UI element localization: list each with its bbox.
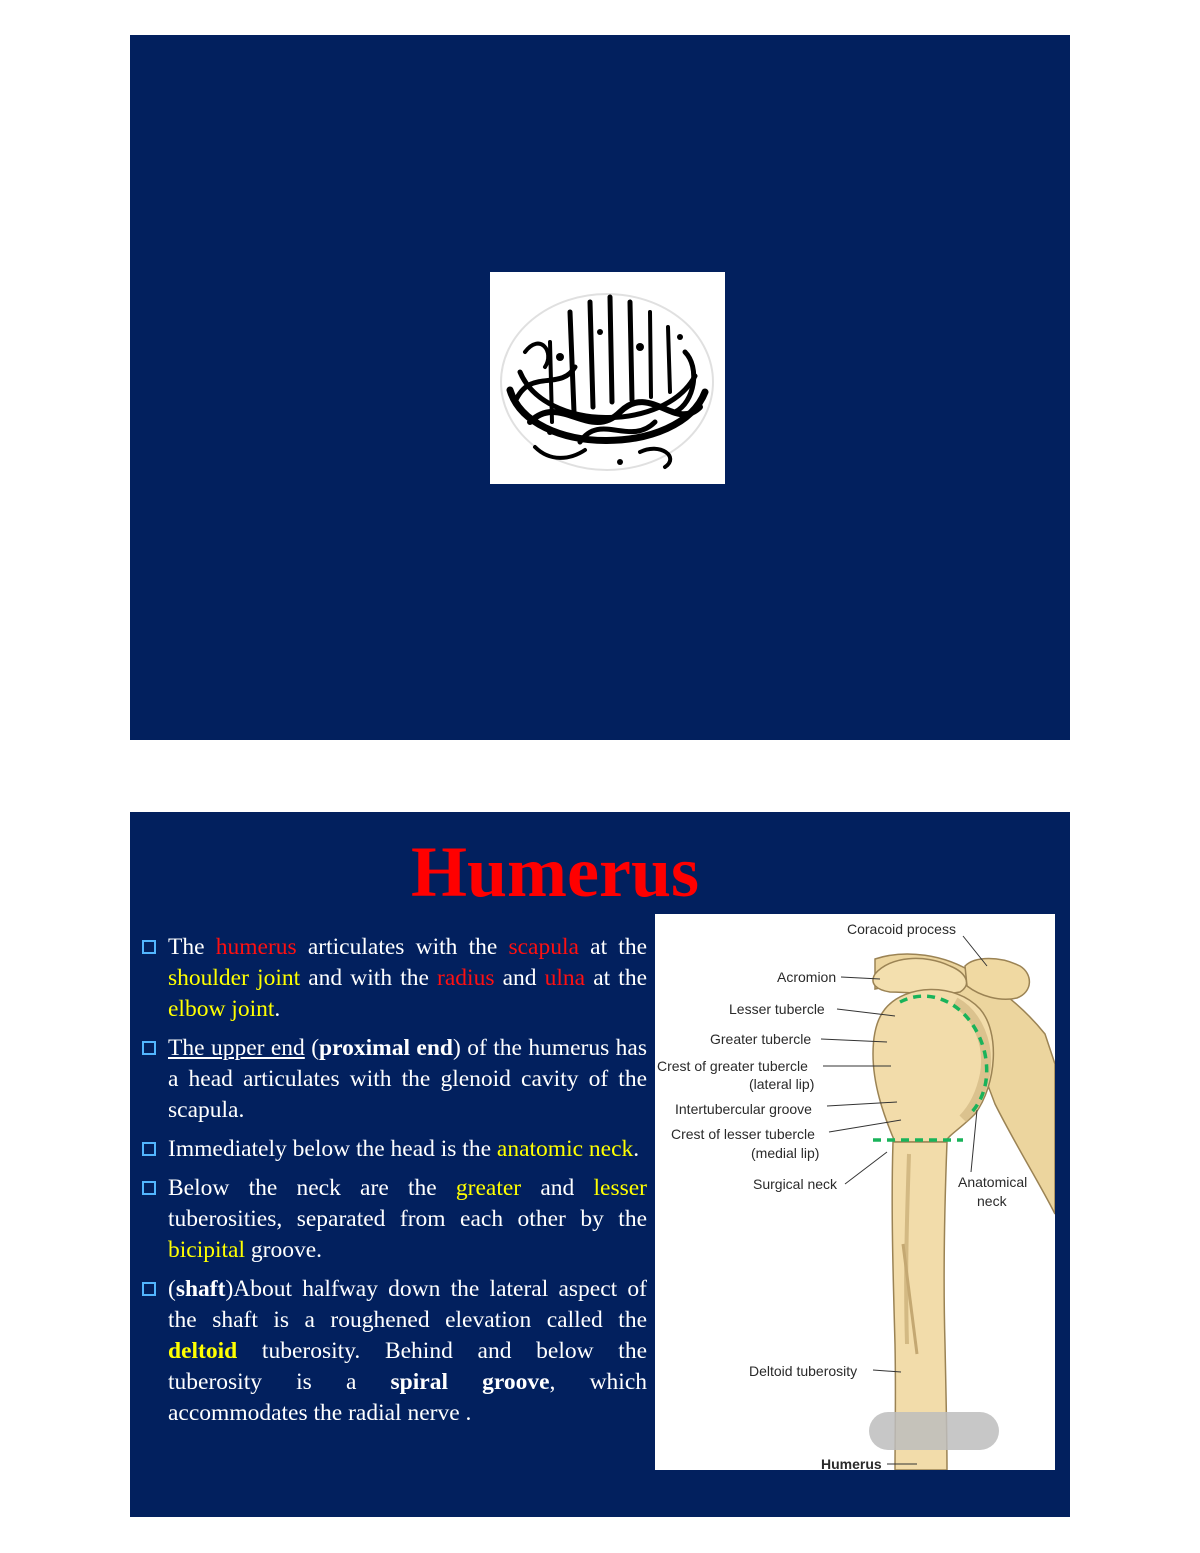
text: .: [633, 1136, 640, 1162]
hollow-square-bullet-icon: [142, 1142, 156, 1156]
hollow-square-bullet-icon: [142, 1041, 156, 1055]
text: , which accommodates the radial nerve .: [168, 1369, 647, 1426]
bullet-item: [142, 1173, 647, 1266]
label-anatomical: Anatomical: [958, 1174, 1028, 1190]
slide-2: [130, 812, 1070, 1517]
text: (: [168, 1276, 176, 1302]
label-medial-lip: (medial lip): [751, 1145, 820, 1161]
bullet-item: [142, 1274, 647, 1429]
hollow-square-bullet-icon: [142, 940, 156, 954]
text: at the: [578, 934, 647, 960]
bullet-item: [142, 932, 647, 1025]
text: The: [168, 934, 216, 960]
hollow-square-bullet-icon: [142, 1181, 156, 1195]
text: tuberosity. Behind and below the tuberosity is a: [168, 1338, 647, 1395]
text: at the: [585, 965, 648, 991]
text: groove.: [245, 1237, 323, 1263]
label-intertubercular-groove: Intertubercular groove: [675, 1101, 812, 1117]
term-ulna: ulna: [544, 965, 586, 991]
term-scapula: scapula: [508, 934, 579, 960]
text: (: [304, 1035, 320, 1061]
text: and with the: [300, 965, 438, 991]
label-acromion: Acromion: [777, 969, 837, 985]
text: articulates with the: [296, 934, 509, 960]
label-deltoid-tuberosity: Deltoid tuberosity: [749, 1363, 858, 1379]
label-coracoid-process: Coracoid process: [847, 921, 956, 937]
bone-drawing: [869, 954, 1055, 1470]
humerus-diagram: [655, 914, 1055, 1470]
bismillah-calligraphy-image: [490, 272, 725, 484]
text: .: [274, 996, 281, 1022]
term-humerus: humerus: [215, 934, 297, 960]
hollow-square-bullet-icon: [142, 1282, 156, 1296]
label-lateral-lip: (lateral lip): [749, 1076, 815, 1092]
text: and: [494, 965, 545, 991]
label-lesser-tubercle: Lesser tubercle: [729, 1001, 825, 1017]
term-shoulder-joint: shoulder joint: [168, 965, 301, 991]
label-crest-greater-tubercle: Crest of greater tubercle: [657, 1058, 808, 1074]
term-radius: radius: [437, 965, 495, 991]
text: )About halfway down the lateral aspect of the shaft is a roughened elevation called the: [168, 1276, 647, 1333]
bullet-list: [142, 932, 647, 1437]
term-upper-end: The upper end: [168, 1035, 305, 1061]
term-deltoid: deltoid: [168, 1338, 238, 1364]
text: Below the neck are the: [168, 1175, 456, 1201]
label-humerus: Humerus: [821, 1456, 882, 1470]
text: ) of the humerus has a head articulates with the glenoid cavity of the scapula.: [168, 1035, 648, 1123]
term-elbow-joint: elbow joint: [168, 996, 275, 1022]
term-greater: greater: [455, 1175, 522, 1201]
label-greater-tubercle: Greater tubercle: [710, 1031, 812, 1047]
bullet-item: [142, 1033, 647, 1126]
term-shaft: shaft: [175, 1276, 226, 1302]
term-anatomic-neck: anatomic neck: [496, 1136, 634, 1162]
text: and: [521, 1175, 594, 1201]
text: tuberosities, separated from each other by the: [168, 1206, 647, 1232]
bullet-item: [142, 1134, 647, 1165]
term-proximal-end: proximal end: [319, 1035, 453, 1061]
text: Immediately below the head is the: [168, 1136, 497, 1162]
term-lesser: lesser: [593, 1175, 647, 1201]
label-neck: neck: [977, 1193, 1007, 1209]
label-crest-lesser-tubercle: Crest of lesser tubercle: [671, 1126, 815, 1142]
term-spiral-groove: spiral groove: [390, 1369, 550, 1395]
slide-title: Humerus: [411, 832, 699, 912]
label-surgical-neck: Surgical neck: [753, 1176, 838, 1192]
term-bicipital: bicipital: [168, 1237, 246, 1263]
slide-1: [130, 35, 1070, 740]
